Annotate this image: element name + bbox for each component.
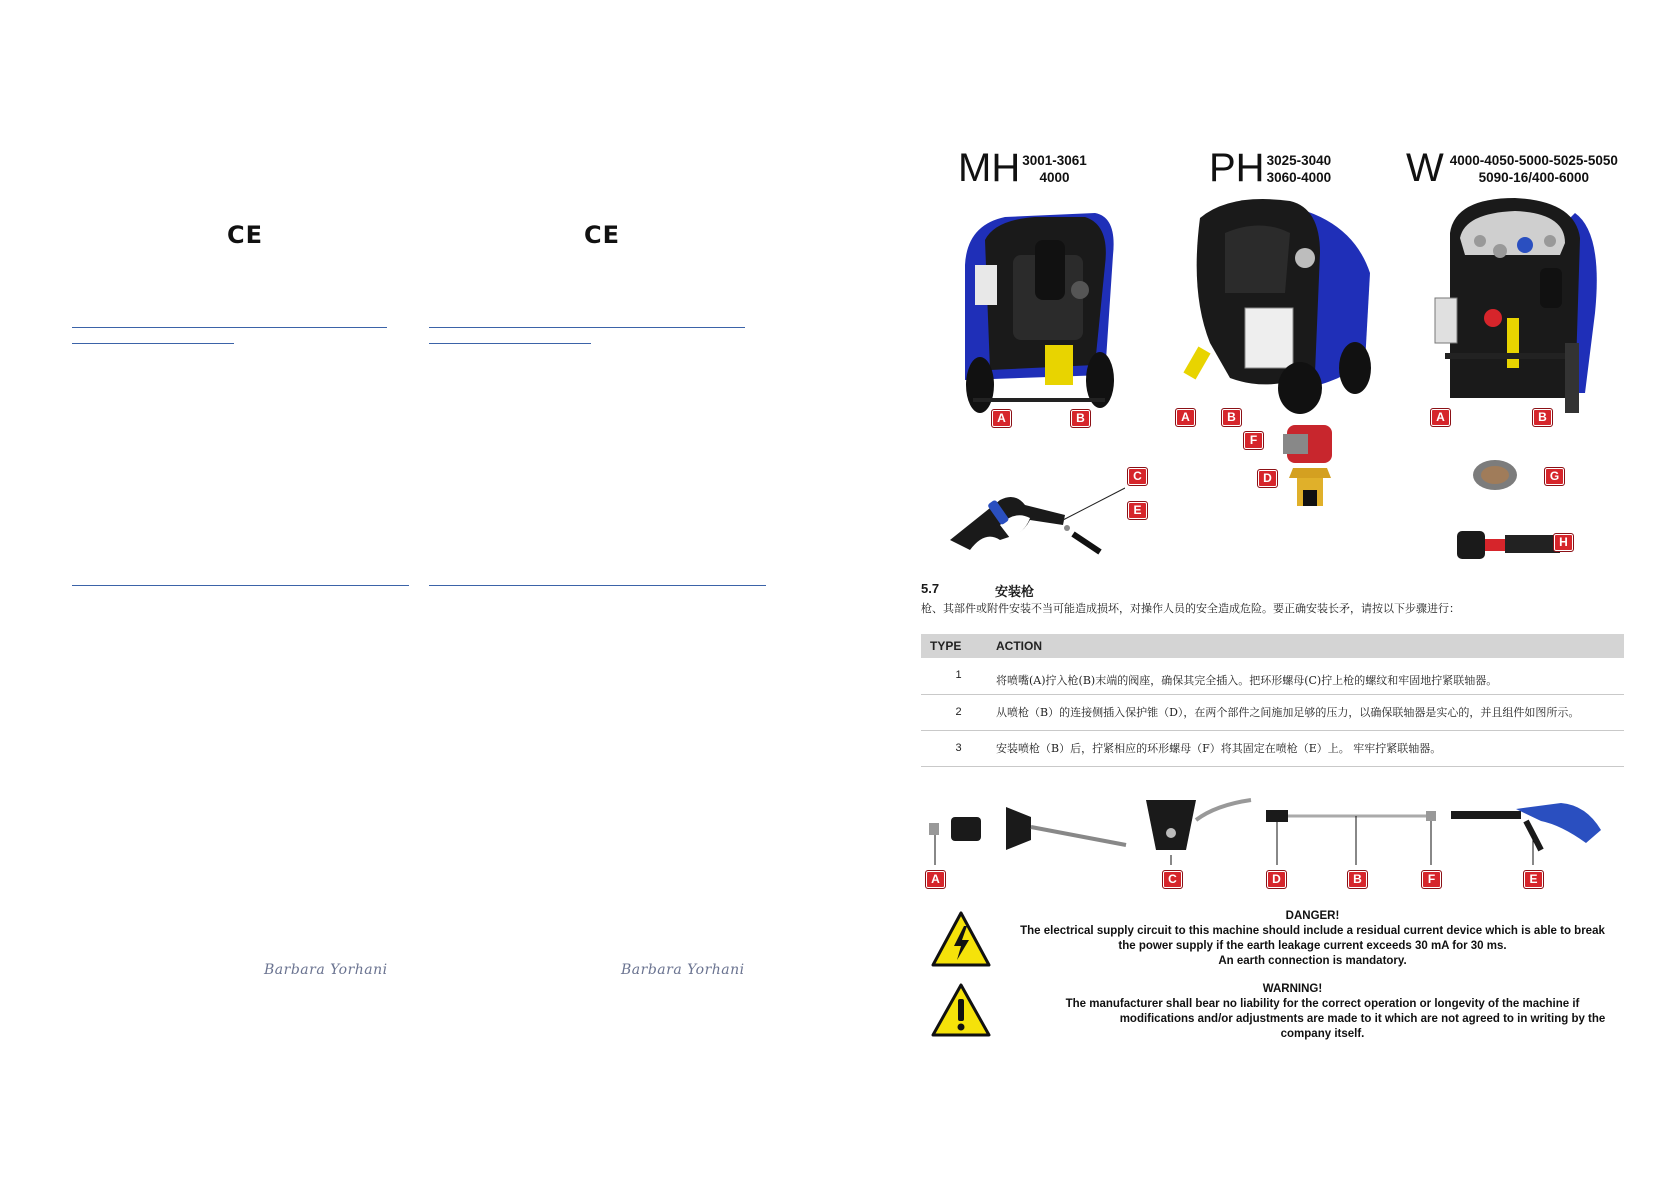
row-type: 1 [921,658,996,694]
action-table [921,634,1624,767]
section-intro: 枪、其部件或附件安装不当可能造成损坏，对操作人员的安全造成危险。要正确安装长矛，请按以下步骤进行： [921,602,1460,615]
warning-line: modifications and/or adjustments are made to it which are not agreed to in writing by the [1119,1013,1606,1025]
model-range: 4000-4050-5000-5025-5050 [1449,153,1618,168]
warning-line: The manufacturer shall bear no liability for the correct operation or longevity of the machine if [1065,998,1580,1010]
model-range: 4000 [1039,170,1070,185]
callout-c: C [1127,467,1148,486]
model-range: 3025-3040 [1266,153,1332,168]
row-action: 将喷嘴(A)拧入枪(B)末端的阀座，确保其完全插入。把环形螺母(C)拧上枪的螺纹和牢固地拧紧联轴器。 [996,658,1624,694]
footer-rule [72,585,409,586]
callout-a: A [1430,408,1451,427]
model-heading-ph [1209,148,1331,188]
callout-a: A [925,870,946,889]
row-action: 从喷枪（B）的连接侧插入保护锥（D），在两个部件之间施加足够的压力，以确保联轴器是实心的，并且组件如图所示。 [996,694,1624,730]
callout-a: A [1175,408,1196,427]
machine-w-illustration [1425,193,1605,428]
callout-b: B [1532,408,1553,427]
row-type: 2 [921,694,996,730]
model-heading-w [1406,148,1618,188]
header-rule [429,327,745,328]
danger-line: An earth connection is mandatory. [1218,955,1407,967]
signature: Barbara Yorhani [264,962,388,978]
model-letters: MH [958,146,1021,190]
header-rule [72,327,387,328]
callout-e: E [1127,501,1148,520]
machine-ph-illustration [1170,193,1380,423]
header-rule-short [429,343,591,344]
warning-icon [930,982,992,1038]
warning-line: company itself. [1280,1028,1365,1040]
footer-rule [429,585,766,586]
ce-mark: CE [227,221,264,249]
header-rule-short [72,343,234,344]
danger-title: DANGER! [1285,910,1340,922]
callout-a: A [991,409,1012,428]
model-range: 5090-16/400-6000 [1478,170,1590,185]
callout-e: E [1523,870,1544,889]
callout-f: F [1421,870,1442,889]
electrical-hazard-icon [930,910,992,968]
row-action: 安装喷枪（B）后，拧紧相应的环形螺母（F）将其固定在喷枪（E）上。 牢牢拧紧联轴器。 [996,730,1624,766]
model-letters: W [1406,146,1444,190]
section-title: 安装枪 [995,585,1035,600]
ce-mark: CE [584,221,621,249]
callout-d: D [1257,469,1278,488]
callout-b: B [1070,409,1091,428]
danger-line: the power supply if the earth leakage current exceeds 30 mA for 30 ms. [1118,940,1507,952]
callout-c: C [1162,870,1183,889]
table-row [921,694,1624,730]
callout-g: G [1544,467,1565,486]
model-range: 3060-4000 [1266,170,1332,185]
section-number: 5.7 [921,581,940,596]
model-heading-mh [958,148,1087,188]
signature: Barbara Yorhani [621,962,745,978]
model-range: 3001-3061 [1022,153,1087,168]
nozzle-fitting-illustration [1455,525,1565,565]
warning-notice [1020,982,1625,1042]
action-column-header: ACTION [996,634,1624,658]
callout-f: F [1243,431,1264,450]
machine-mh-illustration [945,195,1125,425]
hose-coupling-illustration [1275,420,1355,510]
table-header-row [921,634,1624,658]
filter-ring-illustration [1470,455,1520,495]
callout-b: B [1347,870,1368,889]
callout-b: B [1221,408,1242,427]
model-letters: PH [1209,146,1265,190]
table-row [921,730,1624,766]
lance-assembly-illustration [921,795,1621,875]
danger-line: The electrical supply circuit to this machine should include a residual current device which is able to break [1020,925,1605,937]
spray-gun-illustration [945,470,1125,560]
callout-h: H [1553,533,1574,552]
row-type: 3 [921,730,996,766]
type-column-header: TYPE [921,634,996,658]
table-row [921,658,1624,694]
callout-d: D [1266,870,1287,889]
warning-title: WARNING! [1262,983,1323,995]
danger-notice [1000,909,1625,969]
